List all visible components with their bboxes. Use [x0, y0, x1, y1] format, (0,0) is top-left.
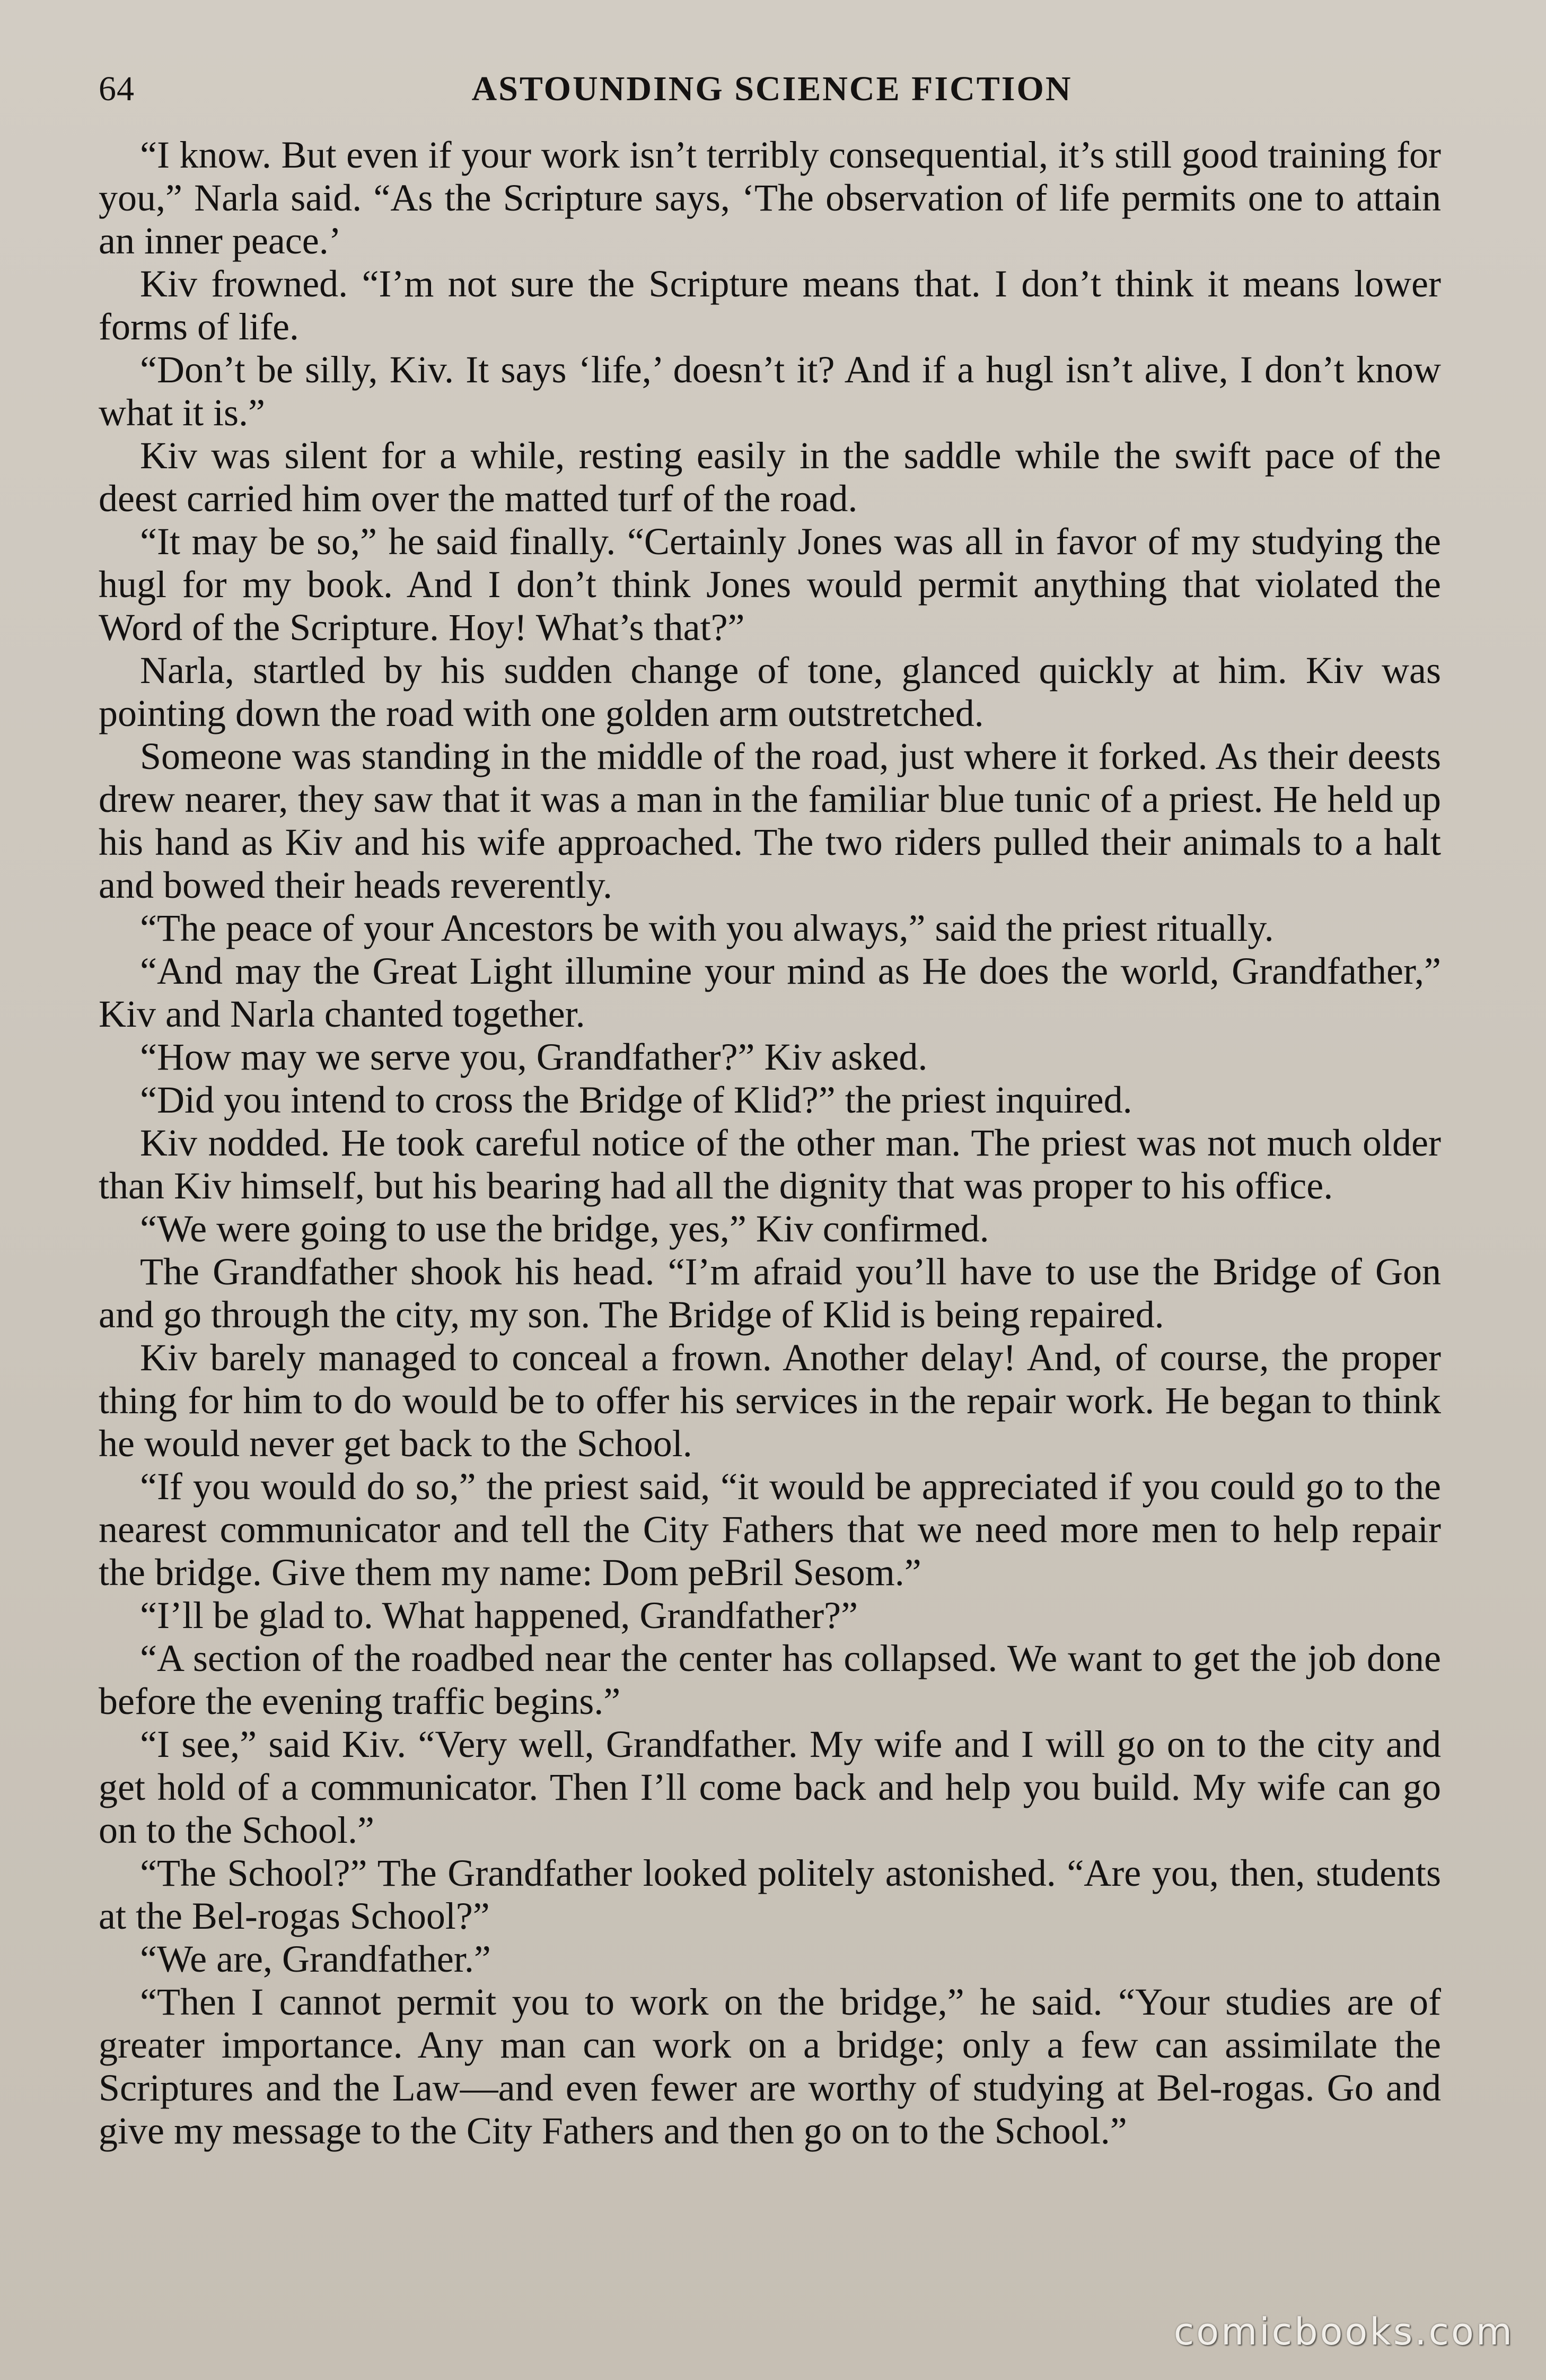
paragraph: “The peace of your Ancestors be with you always,” said the priest ritually.	[140, 907, 1274, 949]
running-title: ASTOUNDING SCIENCE FICTION	[471, 69, 1073, 108]
story-text	[99, 134, 1441, 2152]
paragraph: “How may we serve you, Grandfather?” Kiv asked.	[140, 1036, 928, 1078]
paragraph: “And may the Great Light illumine your mind as He does the world, Grandfather,” Kiv and Narla chanted together.	[99, 950, 1441, 1035]
site-watermark: comicbooks.com	[1173, 2310, 1514, 2353]
paragraph: Kiv was silent for a while, resting easily in the saddle while the swift pace of the deest carried him over the matted turf of the road.	[99, 434, 1441, 520]
paragraph: “Then I cannot permit you to work on the bridge,” he said. “Your studies are of greater importance. Any man can work on a bridge; only a few can assimilate the Scriptures and the Law—and even fewer are worthy of studying at Bel-rogas. Go and give my message to the City Fathers and then go on to the School.”	[99, 1981, 1441, 2152]
paragraph: “The School?” The Grandfather looked politely astonished. “Are you, then, students at the Bel-rogas School?”	[99, 1852, 1441, 1937]
paragraph: Kiv barely managed to conceal a frown. Another delay! And, of course, the proper thing for him to do would be to offer his services in the repair work. He began to think he would never get back to the School.	[99, 1336, 1441, 1465]
paragraph: Kiv frowned. “I’m not sure the Scripture means that. I don’t think it means lower forms of life.	[99, 262, 1441, 348]
paragraph: “A section of the roadbed near the center has collapsed. We want to get the job done before the evening traffic begins.”	[99, 1637, 1441, 1722]
paragraph: “If you would do so,” the priest said, “it would be appreciated if you could go to the nearest communicator and tell the City Fathers that we need more men to help repair the bridge. Give them my name: Dom peBril Sesom.”	[99, 1465, 1441, 1594]
page-header	[99, 63, 1445, 116]
paragraph: “Did you intend to cross the Bridge of Klid?” the priest inquired.	[140, 1079, 1132, 1121]
paragraph: “Don’t be silly, Kiv. It says ‘life,’ doesn’t it? And if a hugl isn’t alive, I don’t know what it is.”	[99, 348, 1441, 434]
paragraph: Kiv nodded. He took careful notice of the other man. The priest was not much older than Kiv himself, but his bearing had all the dignity that was proper to his office.	[99, 1122, 1441, 1207]
paragraph: Narla, startled by his sudden change of tone, glanced quickly at him. Kiv was pointing down the road with one golden arm outstretched.	[99, 649, 1441, 734]
paragraph: “It may be so,” he said finally. “Certainly Jones was all in favor of my studying the hugl for my book. And I don’t think Jones would permit anything that violated the Word of the Scripture. Hoy! What’s that?”	[99, 520, 1441, 649]
paragraph: The Grandfather shook his head. “I’m afraid you’ll have to use the Bridge of Gon and go through the city, my son. The Bridge of Klid is being repaired.	[99, 1250, 1441, 1336]
paragraph: “We are, Grandfather.”	[140, 1938, 491, 1980]
paragraph: “I know. But even if your work isn’t terribly consequential, it’s still good training for you,” Narla said. “As the Scripture says, ‘The observation of life permits one to attain an inner peace.’	[99, 134, 1441, 262]
page-number: 64	[99, 69, 135, 108]
paragraph: Someone was standing in the middle of the road, just where it forked. As their deests drew nearer, they saw that it was a man in the familiar blue tunic of a priest. He held up his hand as Kiv and his wife approached. The two riders pulled their animals to a halt and bowed their heads reverently.	[99, 735, 1441, 906]
paragraph: “I see,” said Kiv. “Very well, Grandfather. My wife and I will go on to the city and get hold of a communicator. Then I’ll come back and help you build. My wife can go on to the School.”	[99, 1723, 1441, 1851]
paragraph: “I’ll be glad to. What happened, Grandfather?”	[140, 1594, 858, 1637]
paragraph: “We were going to use the bridge, yes,” Kiv confirmed.	[140, 1208, 989, 1250]
